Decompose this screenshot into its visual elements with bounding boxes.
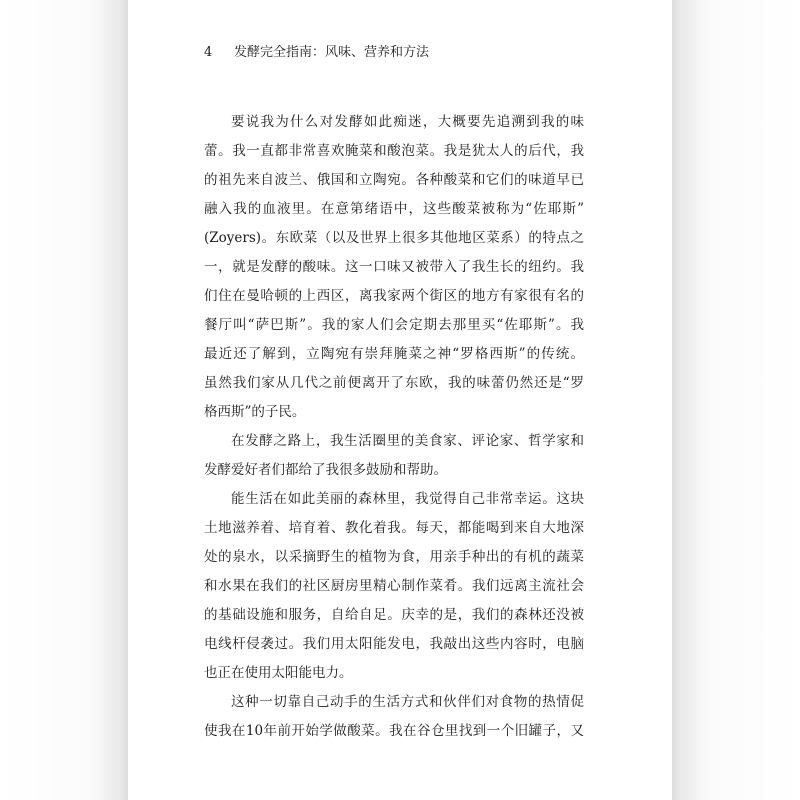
book-title: 发酵完全指南：风味、营养和方法 — [234, 45, 430, 60]
text-line: 的基础设施和服务，自给自足。庆幸的是，我们的森林还没被 — [204, 607, 584, 623]
text-line: 使我在10年前开始学做酸菜。我在谷仓里找到一个旧罐子，又 — [204, 723, 584, 739]
right-page-shadow — [672, 0, 800, 800]
book-page — [128, 0, 672, 800]
text-line: (Zoyers)。东欧菜（以及世界上很多其他地区菜系）的特点之 — [204, 230, 584, 246]
text-line: 格西斯”的子民。 — [204, 404, 306, 420]
text-line: 也正在使用太阳能电力。 — [204, 665, 353, 681]
text-line: 这种一切靠自己动手的生活方式和伙伴们对食物的热情促 — [231, 694, 584, 710]
text-line: 能生活在如此美丽的森林里，我觉得自己非常幸运。这块 — [231, 491, 584, 507]
text-line: 们住在曼哈顿的上西区，离我家两个街区的地方有家很有名的 — [204, 288, 584, 304]
text-line: 要说我为什么对发酵如此痴迷，大概要先追溯到我的味 — [231, 114, 584, 130]
body-text — [204, 108, 584, 746]
text-line: 餐厅叫“萨巴斯”。我的家人们会定期去那里买“佐耶斯”。我 — [204, 317, 584, 333]
text-line: 在发酵之路上，我生活圈里的美食家、评论家、哲学家和 — [231, 433, 584, 449]
text-line: 处的泉水，以采摘野生的植物为食，用亲手种出的有机的蔬菜 — [204, 549, 584, 565]
text-line: 发酵爱好者们都给了我很多鼓励和帮助。 — [204, 462, 447, 478]
text-line: 融入我的血液里。在意第绪语中，这些酸菜被称为“佐耶斯” — [204, 201, 584, 217]
text-line: 虽然我们家从几代之前便离开了东欧，我的味蕾仍然还是“罗 — [204, 375, 584, 391]
page-number: 4 — [204, 45, 213, 60]
text-line: 土地滋养着、培育着、教化着我。每天，都能喝到来自大地深 — [204, 520, 584, 536]
text-line: 蕾。我一直都非常喜欢腌菜和酸泡菜。我是犹太人的后代，我 — [204, 143, 584, 159]
text-line: 和水果在我们的社区厨房里精心制作菜肴。我们远离主流社会 — [204, 578, 584, 594]
text-line: 最近还了解到，立陶宛有崇拜腌菜之神“罗格西斯”的传统。 — [204, 346, 584, 362]
text-line: 一，就是发酵的酸味。这一口味又被带入了我生长的纽约。我 — [204, 259, 584, 275]
text-line: 的祖先来自波兰、俄国和立陶宛。各种酸菜和它们的味道早已 — [204, 172, 584, 188]
text-line: 电线杆侵袭过。我们用太阳能发电，我敲出这些内容时，电脑 — [204, 636, 584, 652]
running-head — [204, 41, 429, 60]
left-page-shadow — [0, 0, 128, 800]
